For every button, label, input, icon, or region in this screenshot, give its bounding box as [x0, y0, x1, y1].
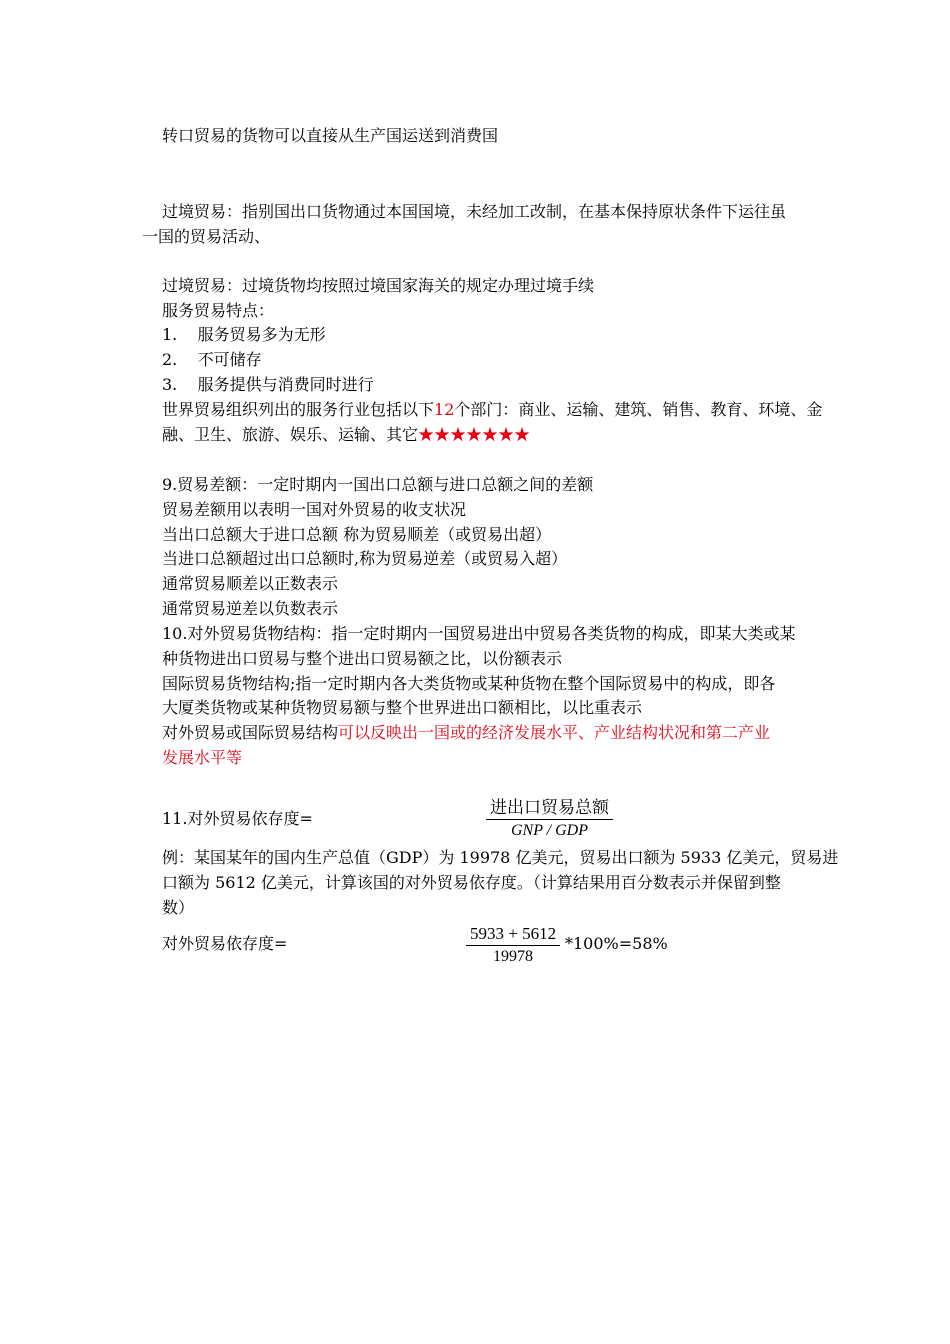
paragraph-line: 例：某国某年的国内生产总值（GDP）为 19978 亿美元，贸易出口额为 5933 亿美元，贸易进	[162, 848, 839, 867]
list-item: 1. 服务贸易多为无形	[162, 325, 326, 344]
paragraph-line: 当出口总额大于进口总额 称为贸易顺差（或贸易出超）	[162, 525, 552, 544]
paragraph-line: 大厦类货物或某种货物贸易额与整个世界进出口额相比，以比重表示	[162, 698, 643, 717]
paragraph-line: 贸易差额用以表明一国对外贸易的收支状况	[162, 500, 467, 519]
highlight-number: 12	[434, 400, 455, 419]
fraction-bar	[466, 945, 560, 946]
formula-denominator: GNP / GDP	[510, 822, 589, 839]
text-span: 世界贸易组织列出的服务行业包括以下	[162, 400, 435, 419]
section-heading: 11.对外贸易依存度=	[162, 809, 313, 828]
paragraph-line: 过境贸易：过境货物均按照过境国家海关的规定办理过境手续	[162, 276, 595, 295]
fraction-bar	[486, 819, 613, 820]
paragraph-line: 转口贸易的货物可以直接从生产国运送到消费国	[162, 126, 499, 145]
paragraph-line: 口额为 5612 亿美元，计算该国的对外贸易依存度。（计算结果用百分数表示并保留到整	[162, 873, 781, 892]
formula-denominator: 19978	[493, 948, 534, 965]
paragraph-line: 通常贸易顺差以正数表示	[162, 574, 339, 593]
heading-line: 服务贸易特点：	[162, 301, 275, 320]
paragraph-line: 国际贸易货物结构;指一定时期内各大类货物或某种货物在整个国际贸易中的构成，即各	[162, 674, 776, 693]
highlight-text: 可以反映出一国或的经济发展水平、产业结构状况和第二产业	[338, 723, 771, 742]
formula-fraction	[486, 798, 613, 841]
paragraph-line: 过境贸易：指别国出口货物通过本国国境，未经加工改制，在基本保持原状条件下运往虽	[162, 202, 787, 221]
section-heading: 10.对外贸易货物结构：指一定时期内一国贸易进出中贸易各类货物的构成，即某大类或某	[162, 624, 796, 643]
text-span: 对外贸易或国际贸易结构	[162, 723, 339, 742]
highlight-text: 发展水平等	[162, 748, 243, 767]
text-span: 融、卫生、旅游、娱乐、运输、其它	[162, 425, 419, 444]
formula-numerator: 进出口贸易总额	[490, 798, 609, 817]
paragraph-line	[162, 723, 770, 743]
text-span: 个部门：商业、运输、建筑、销售、教育、环境、金	[454, 400, 823, 419]
paragraph-line: 种货物进出口贸易与整个进出口贸易额之比，以份额表示	[162, 649, 563, 668]
paragraph-line: 当进口总额超过出口总额时,称为贸易逆差（或贸易入超）	[162, 549, 568, 568]
star-rating-marks: ★★★★★★★	[418, 425, 531, 444]
formula-result: *100%=58%	[565, 934, 668, 953]
paragraph-line: 数）	[162, 898, 195, 917]
formula-fraction	[466, 924, 560, 967]
paragraph-line: 一国的贸易活动、	[142, 227, 271, 246]
section-heading: 9.贸易差额：一定时期内一国出口总额与进口总额之间的差额	[162, 475, 594, 494]
paragraph-line: 通常贸易逆差以负数表示	[162, 599, 339, 618]
formula-numerator: 5933 + 5612	[470, 924, 557, 943]
paragraph-line: 对外贸易依存度=	[162, 934, 288, 953]
paragraph-line	[162, 425, 530, 445]
list-item: 3. 服务提供与消费同时进行	[162, 375, 374, 394]
list-item: 2. 不可储存	[162, 350, 262, 369]
paragraph-line	[162, 400, 822, 420]
